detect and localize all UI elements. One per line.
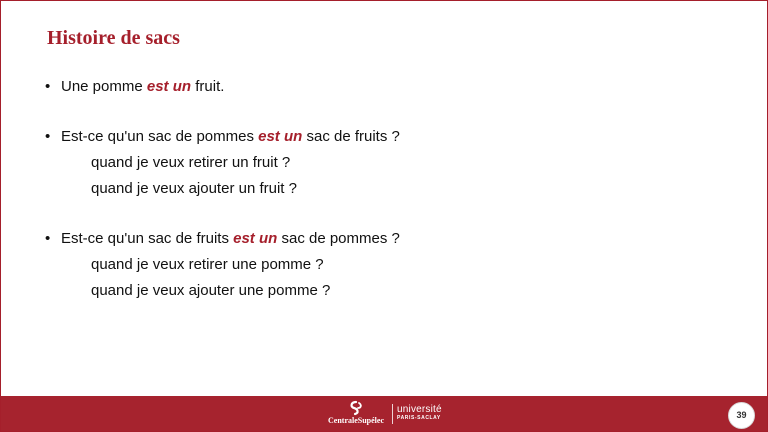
sub-item: quand je veux retirer un fruit ? [91,154,291,171]
bullet-dot: • [45,230,51,247]
bullet-dot: • [45,78,51,95]
sub-item: quand je veux ajouter une pomme ? [91,282,331,299]
slide-title: Histoire de sacs [47,27,180,49]
bullet-text-before: Est-ce qu'un sac de fruits [61,230,234,247]
bullet-text-after: sac de pommes ? [277,230,400,247]
page-number-badge: 39 [728,402,755,429]
centralesupelec-text: CentraleSupélec [328,416,384,425]
bullet-emphasis: est un [258,128,303,145]
bullet-text-before: Est-ce qu'un sac de pommes [61,128,259,145]
bullet-item [45,76,725,97]
sub-item: quand je veux retirer une pomme ? [91,256,324,273]
bullet-item [45,126,725,147]
centralesupelec-logo [326,400,386,428]
bullet-dot: • [45,128,51,145]
paris-saclay-text: PARIS-SACLAY [397,415,441,421]
universite-text: université [397,404,442,415]
footer-bar [1,396,767,431]
sub-item: quand je veux ajouter un fruit ? [91,180,297,197]
centralesupelec-symbol-icon [346,400,366,416]
bullet-text-after: fruit. [191,78,225,95]
bullet-emphasis: est un [233,230,278,247]
bullet-emphasis: est un [146,78,192,95]
slide-content [45,76,725,301]
bullet-text-before: Une pomme [61,78,147,95]
universite-paris-saclay-logo [397,405,442,422]
logo-divider [392,404,393,424]
bullet-item [45,228,725,249]
bullet-text-after: sac de fruits ? [302,128,400,145]
